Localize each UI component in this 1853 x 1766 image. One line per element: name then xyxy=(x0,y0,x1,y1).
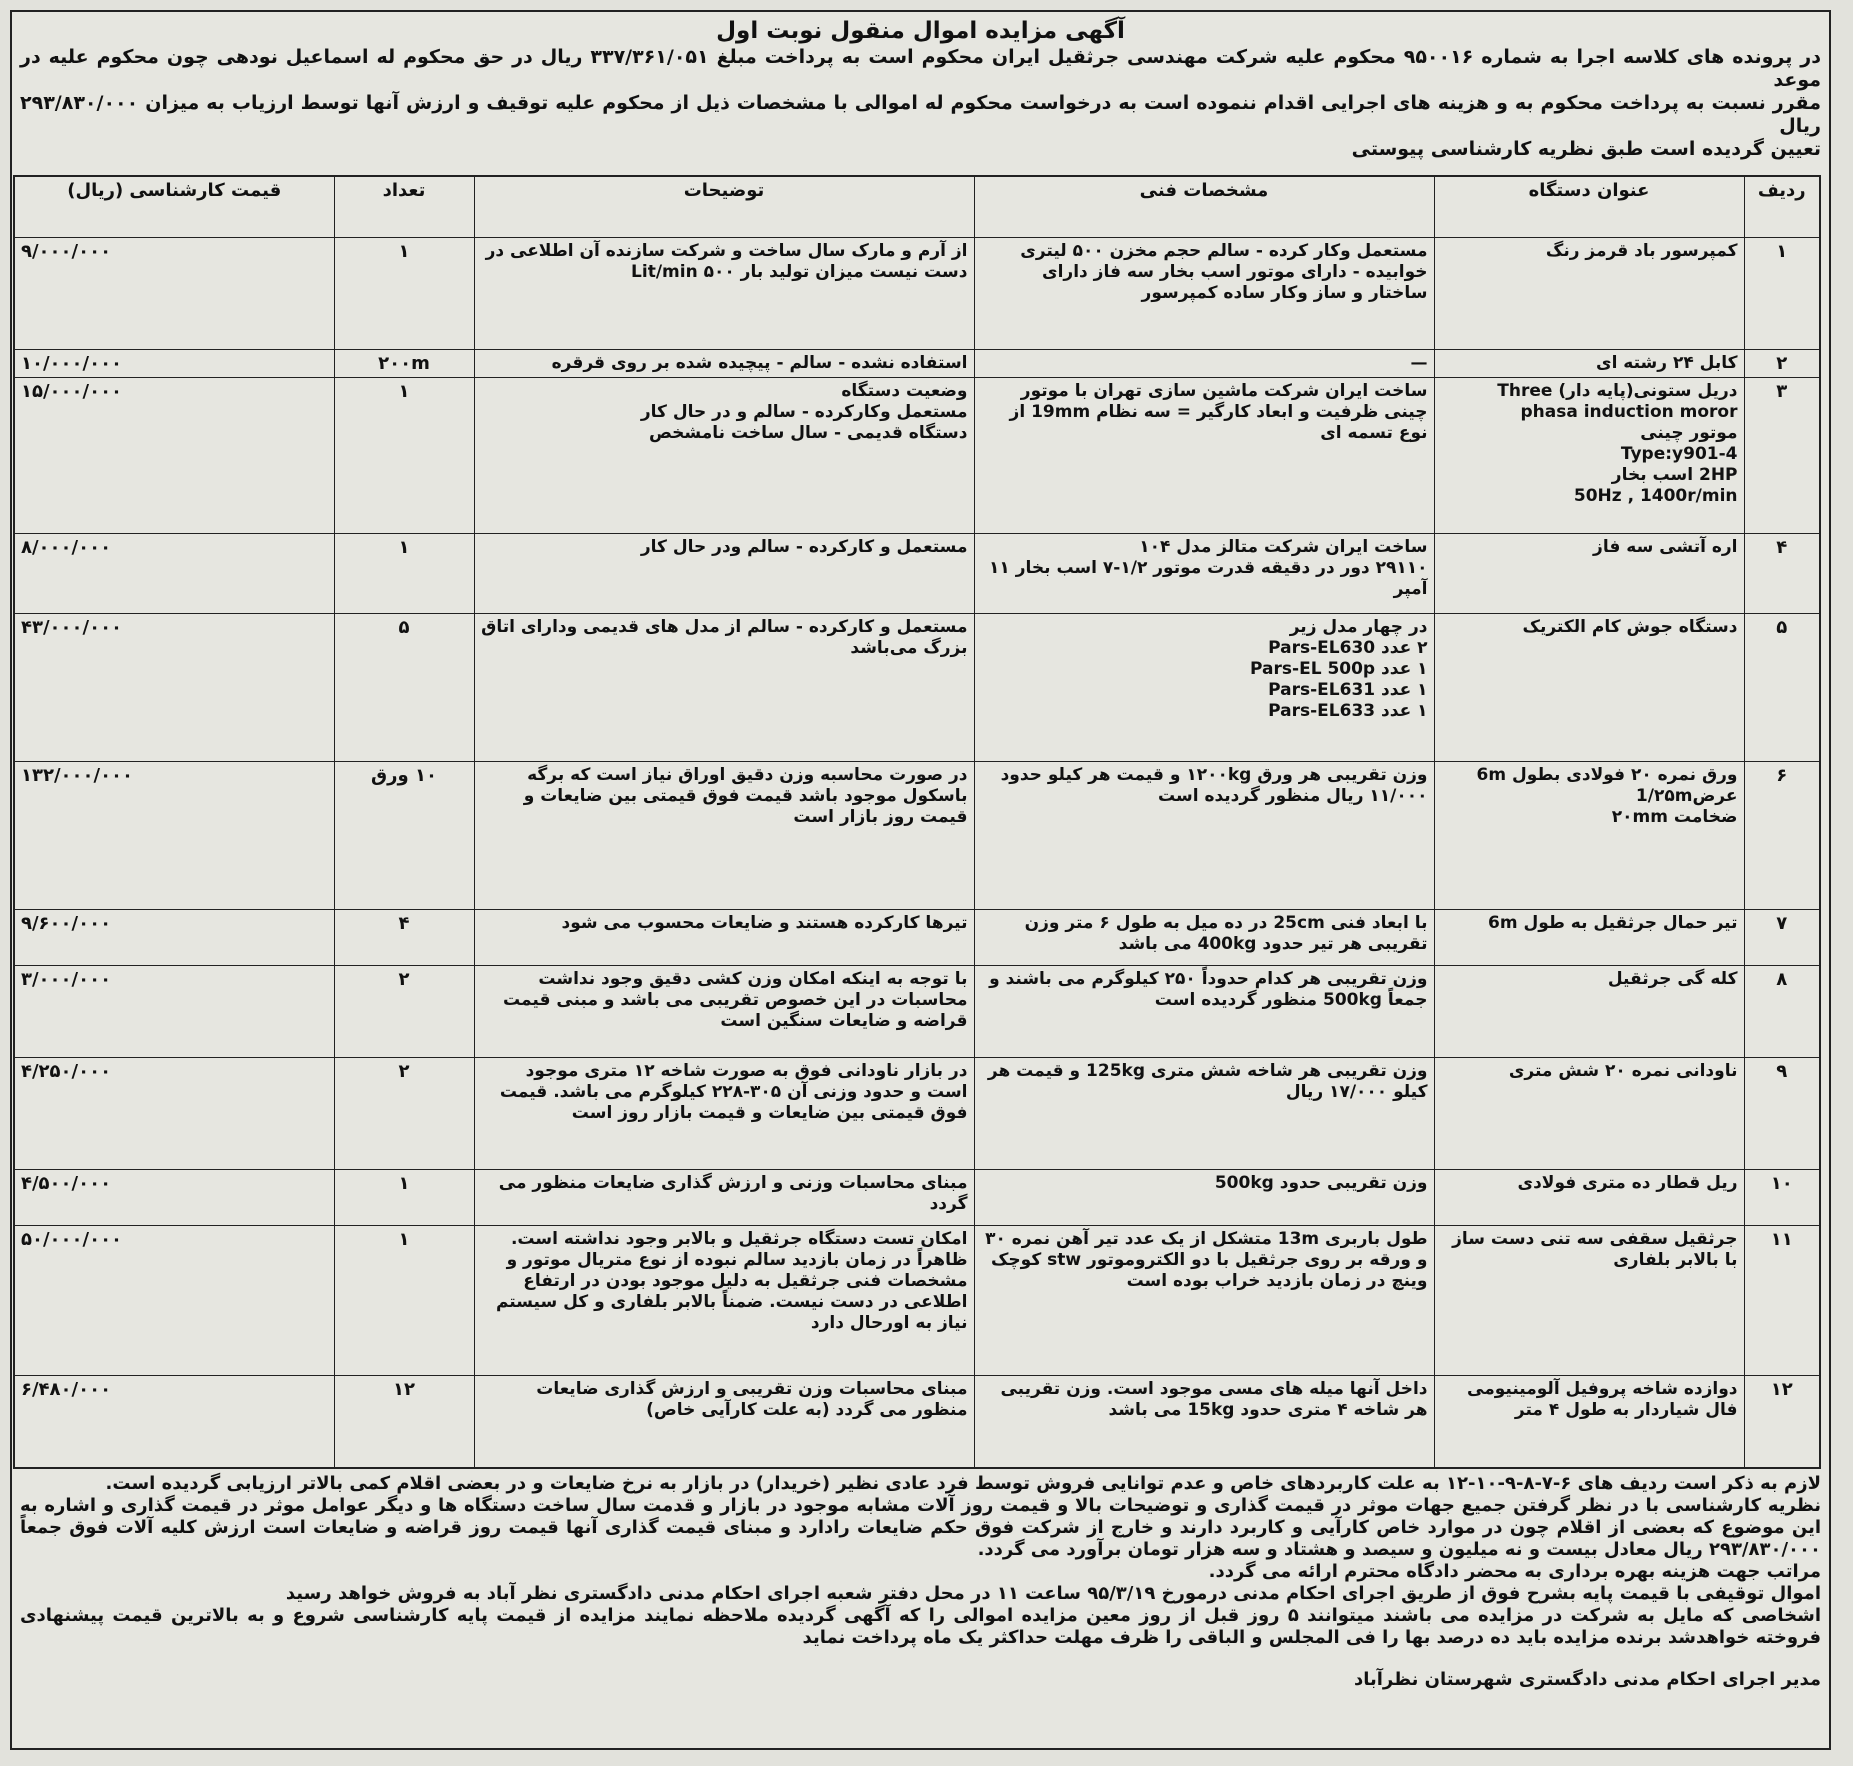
row-number-cell: ۵ xyxy=(1744,614,1820,762)
price-cell: ۹/۶۰۰/۰۰۰ xyxy=(14,910,334,966)
device-cell-line: 50Hz , 1400r/min xyxy=(1573,486,1738,506)
price-cell: ۱۵/۰۰۰/۰۰۰ xyxy=(14,378,334,534)
note-paragraph: اموال توقیفی با قیمت پایه بشرح فوق از طریق اجرای احکام مدنی درمورخ ۹۵/۳/۱۹ ساعت ۱۱ در محل دفتر شعبه اجرای احکام مدنی دادگستری نظر آباد به فروش خواهد رسید xyxy=(285,1582,1821,1604)
device-cell xyxy=(1434,762,1744,910)
intro-line: تعیین گردیده است طبق نظریه کارشناسی پیوستی xyxy=(1351,138,1821,160)
specs-cell-line: در چهار مدل زیر xyxy=(1289,617,1428,637)
description-cell-line: مستعمل وکارکرده - سالم و در حال کار xyxy=(640,402,968,422)
description-cell-line: دستگاه قدیمی - سال ساخت نامشخص xyxy=(648,423,968,443)
device-cell-line: کله گی جرثقیل xyxy=(1607,969,1738,989)
specs-cell-line: — xyxy=(1410,353,1428,373)
note-paragraph: اشخاصی که مایل به شرکت در مزایده می باشند میتوانند ۵ روز قبل از روز معین مزایده اموالی را که آگهی گردیده ملاحظه نمایند مزایده از قیمت پایه کارشناسی شروع و به بالاترین قیمت پیشنهادی فروخته خواهدشد برنده مزایده باید ده درصد بها را فی المجلس و الباقی را ظرف مهلت حداکثر یک ماه پرداخت نماید xyxy=(20,1604,1822,1648)
description-cell-line: استفاده نشده - سالم - پیچیده شده بر روی قرقره xyxy=(551,353,968,373)
device-cell-line: دستگاه جوش کام الکتریک xyxy=(1522,617,1738,637)
description-cell xyxy=(474,966,974,1058)
device-cell-line: اره آتشی سه فاز xyxy=(1593,537,1738,557)
intro-line: در پرونده های کلاسه اجرا به شماره ۹۵۰۰۱۶ محکوم علیه شرکت مهندسی جرثقیل ایران محکوم است به پرداخت مبلغ ۳۳۷/۳۶۱/۰۵۱ ریال در حق محکوم له اسماعیل نودهی چون محکوم علیه در موعد xyxy=(20,46,1821,91)
specs-cell xyxy=(974,1170,1434,1226)
quantity-cell: ۵ xyxy=(334,614,474,762)
table-row xyxy=(14,534,1820,614)
notes-section xyxy=(20,1473,1821,1649)
device-cell-line: دوازده شاخه پروفیل آلومینیومی فال شیاردار به طول ۴ متر xyxy=(1467,1379,1738,1420)
device-cell xyxy=(1434,238,1744,350)
specs-cell-line: طول باربری 13m متشکل از یک عدد تیر آهن نمره ۳۰ و ورقه بر روی جرثقیل با دو الکتروموتور stw کوچک وینچ در زمان بازدید خراب بوده است xyxy=(985,1229,1428,1291)
note-paragraph: لازم به ذکر است ردیف های ۶-۷-۸-۹-۱۰-۱۲ به علت کاربردهای خاص و عدم توانایی فروش توسط فرد عادی نظیر (خریدار) در بازار به نرخ ضایعات و در بعضی اقلام کمی بالاتر ارزیابی گردیده است. xyxy=(105,1472,1821,1494)
description-cell xyxy=(474,238,974,350)
device-cell xyxy=(1434,614,1744,762)
specs-cell-line: وزن تقریبی هر شاخه شش متری 125kg و قیمت هر کیلو ۱۷/۰۰۰ ریال xyxy=(987,1061,1428,1102)
row-number-cell: ۱ xyxy=(1744,238,1820,350)
device-cell-line: 2HP اسب بخار xyxy=(1611,465,1738,485)
table-row xyxy=(14,910,1820,966)
device-cell-line: عرض1/۲۵m xyxy=(1635,786,1738,806)
device-cell xyxy=(1434,1058,1744,1170)
header-description: توضیحات xyxy=(474,176,974,238)
quantity-cell: ۱ xyxy=(334,238,474,350)
specs-cell xyxy=(974,614,1434,762)
device-cell-line: کابل ۲۴ رشته ای xyxy=(1595,353,1738,373)
price-cell: ۱۳۲/۰۰۰/۰۰۰ xyxy=(14,762,334,910)
description-cell xyxy=(474,534,974,614)
quantity-cell: ۱ xyxy=(334,534,474,614)
specs-cell-line: ۲ عدد Pars-EL630 xyxy=(1268,638,1428,658)
price-cell: ۵۰/۰۰۰/۰۰۰ xyxy=(14,1226,334,1376)
price-cell: ۱۰/۰۰۰/۰۰۰ xyxy=(14,350,334,378)
specs-cell-line: با ابعاد فنی 25cm در ده میل به طول ۶ متر وزن تقریبی هر تیر حدود 400kg می باشد xyxy=(1024,913,1428,954)
device-cell-line: ناودانی نمره ۲۰ شش متری xyxy=(1508,1061,1738,1081)
quantity-cell: ۱ xyxy=(334,1170,474,1226)
note-paragraph: نظریه کارشناسی با در نظر گرفتن جمیع جهات موثر در قیمت گذاری و توضیحات بالا و قیمت روز آلات مشابه موجود در بازار و قدمت سال ساخت دستگاه ها و دیگر عوامل موثر در قیمت گذاری و اشاره به این موضوع که بعضی از اقلام چون در موارد خاص کارآیی و کاربرد دارند و خارج از شرکت فوق حکم ضایعات رادارد و مبنای قیمت گذاری آنها قیمت روز قراضه و ضایعات است ارزش کلیه آلات فوق جمعاً ۲۹۳/۸۳۰/۰۰۰ ریال معادل بیست و نه میلیون و سیصد و هشتاد و سه هزار تومان برآورد می گردد. xyxy=(20,1494,1821,1560)
table-row xyxy=(14,1058,1820,1170)
description-cell xyxy=(474,1058,974,1170)
row-number-cell: ۷ xyxy=(1744,910,1820,966)
device-cell-line: جرثقیل سقفی سه تنی دست ساز با بالابر بلفاری xyxy=(1452,1229,1738,1270)
device-cell-line: کمپرسور باد قرمز رنگ xyxy=(1545,241,1738,261)
row-number-cell: ۳ xyxy=(1744,378,1820,534)
price-cell: ۴/۲۵۰/۰۰۰ xyxy=(14,1058,334,1170)
row-number-cell: ۴ xyxy=(1744,534,1820,614)
table-row xyxy=(14,350,1820,378)
header-specs: مشخصات فنی xyxy=(974,176,1434,238)
price-cell: ۸/۰۰۰/۰۰۰ xyxy=(14,534,334,614)
device-cell-line: تیر حمال جرثقیل به طول 6m xyxy=(1488,913,1738,933)
quantity-cell: ۲۰۰m xyxy=(334,350,474,378)
specs-cell-line: ۱ عدد Pars-EL631 xyxy=(1268,680,1428,700)
description-cell-line: مبنای محاسبات وزن تقریبی و ارزش گذاری ضایعات منظور می گردد (به علت کارآیی خاص) xyxy=(536,1379,968,1420)
quantity-cell: ۲ xyxy=(334,966,474,1058)
device-cell-line: Type:y901-4 xyxy=(1620,444,1738,464)
table-header-row xyxy=(14,176,1820,238)
price-cell: ۶/۴۸۰/۰۰۰ xyxy=(14,1376,334,1468)
row-number-cell: ۹ xyxy=(1744,1058,1820,1170)
row-number-cell: ۱۲ xyxy=(1744,1376,1820,1468)
specs-cell-line: ساخت ایران شرکت متالز مدل ۱۰۴ xyxy=(1139,537,1428,557)
row-number-cell: ۶ xyxy=(1744,762,1820,910)
specs-cell xyxy=(974,910,1434,966)
device-cell-line: ضخامت ۲۰mm xyxy=(1611,807,1738,827)
table-row xyxy=(14,378,1820,534)
specs-cell-line: ۲۹۱۱۰ دور در دقیقه قدرت موتور ۱/۲-۷ اسب بخار ۱۱ آمپر xyxy=(989,558,1428,599)
specs-cell xyxy=(974,1226,1434,1376)
table-row xyxy=(14,1170,1820,1226)
description-cell xyxy=(474,350,974,378)
device-cell xyxy=(1434,350,1744,378)
price-cell: ۴۳/۰۰۰/۰۰۰ xyxy=(14,614,334,762)
device-cell-line: دریل ستونی(پایه دار) Three phasa induction moror xyxy=(1497,381,1738,422)
specs-cell-line: خوابیده - دارای موتور اسب بخار سه فاز دارای ساختار و ساز وکار ساده کمپرسور xyxy=(1042,262,1428,303)
signature: مدیر اجرای احکام مدنی دادگستری شهرستان نظرآباد xyxy=(1353,1668,1821,1690)
quantity-cell: ۱۲ xyxy=(334,1376,474,1468)
quantity-cell: ۴ xyxy=(334,910,474,966)
specs-cell xyxy=(974,1058,1434,1170)
table-row xyxy=(14,238,1820,350)
device-cell xyxy=(1434,1170,1744,1226)
specs-cell xyxy=(974,378,1434,534)
table-row xyxy=(14,1376,1820,1468)
row-number-cell: ۲ xyxy=(1744,350,1820,378)
quantity-cell: ۱ xyxy=(334,1226,474,1376)
description-cell-line: امکان تست دستگاه جرثقیل و بالابر وجود نداشته است. ظاهراً در زمان بازدید سالم نبوده از نوع متریال موتور و مشخصات فنی جرثقیل به دلیل موجود بودن در ارتفاع اطلاعی در دست نیست. ضمناً بالابر بلفاری و کل سیستم نیاز به اورحال دارد xyxy=(495,1229,968,1333)
specs-cell xyxy=(974,350,1434,378)
price-cell: ۹/۰۰۰/۰۰۰ xyxy=(14,238,334,350)
description-cell-line: از آرم و مارک سال ساخت و شرکت سازنده آن اطلاعی در دست نیست میزان تولید بار Lit/min ۵۰۰ xyxy=(485,241,968,282)
description-cell-line: مبنای محاسبات وزنی و ارزش گذاری ضایعات منظور می گردد xyxy=(498,1173,968,1214)
quantity-cell: ۱۰ ورق xyxy=(334,762,474,910)
description-cell-line: در صورت محاسبه وزن دقیق اوراق نیاز است که برگه باسکول موجود باشد قیمت فوق قیمتی بین ضایعات و قیمت روز بازار است xyxy=(523,765,968,827)
specs-cell xyxy=(974,238,1434,350)
quantity-cell: ۱ xyxy=(334,378,474,534)
specs-cell xyxy=(974,966,1434,1058)
table-body xyxy=(14,238,1820,1468)
specs-cell xyxy=(974,534,1434,614)
specs-cell xyxy=(974,762,1434,910)
specs-cell-line: داخل آنها میله های مسی موجود است. وزن تقریبی هر شاخه ۴ متری حدود 15kg می باشد xyxy=(1000,1379,1428,1420)
description-cell-line: مستعمل و کارکرده - سالم ودر حال کار xyxy=(640,537,968,557)
quantity-cell: ۲ xyxy=(334,1058,474,1170)
description-cell-line: در بازار ناودانی فوق به صورت شاخه ۱۲ متری موجود است و حدود وزنی آن ۳۰۵-۲۲۸ کیلوگرم می باشد. قیمت فوق قیمتی بین ضایعات و قیمت بازار روز است xyxy=(499,1061,968,1123)
description-cell-line: مستعمل و کارکرده - سالم از مدل های قدیمی ودارای اتاق بزرگ می‌باشد xyxy=(481,617,968,658)
specs-cell-line: ساخت ایران شرکت ماشین سازی تهران با موتور چینی ظرفیت و ابعاد کارگیر = سه نظام 19mm از نوع تسمه ای xyxy=(1009,381,1428,443)
table-row xyxy=(14,762,1820,910)
table-row xyxy=(14,614,1820,762)
items-table xyxy=(13,175,1821,1469)
row-number-cell: ۸ xyxy=(1744,966,1820,1058)
device-cell xyxy=(1434,534,1744,614)
description-cell xyxy=(474,1376,974,1468)
header-row-number: ردیف xyxy=(1744,176,1820,238)
description-cell xyxy=(474,378,974,534)
device-cell xyxy=(1434,910,1744,966)
notice-frame xyxy=(10,10,1831,1750)
notice-title: آگهی مزایده اموال منقول نوبت اول xyxy=(716,18,1125,44)
specs-cell-line: ۱ عدد Pars-EL633 xyxy=(1268,701,1428,721)
price-cell: ۳/۰۰۰/۰۰۰ xyxy=(14,966,334,1058)
device-cell-line: ورق نمره ۲۰ فولادی بطول 6m xyxy=(1476,765,1738,785)
header-device: عنوان دستگاه xyxy=(1434,176,1744,238)
price-cell: ۴/۵۰۰/۰۰۰ xyxy=(14,1170,334,1226)
table-row xyxy=(14,1226,1820,1376)
specs-cell-line: وزن تقریبی هر کدام حدوداً ۲۵۰ کیلوگرم می باشند و جمعاً 500kg منظور گردیده است xyxy=(989,969,1428,1010)
intro-line: مقرر نسبت به پرداخت محکوم به و هزینه های اجرایی اقدام ننموده است به درخواست محکوم له اموالی با مشخصات ذیل از محکوم علیه توقیف و ارزش آنها توسط ارزیاب به میزان ۲۹۳/۸۳۰/۰۰۰ ریال xyxy=(20,92,1821,137)
specs-cell-line: مستعمل وکار کرده - سالم حجم مخزن ۵۰۰ لیتری xyxy=(1020,241,1428,261)
note-paragraph: مراتب جهت هزینه بهره برداری به محضر دادگاه محترم ارائه می گردد. xyxy=(1208,1560,1821,1582)
intro-paragraph xyxy=(20,46,1821,161)
device-cell xyxy=(1434,1376,1744,1468)
device-cell xyxy=(1434,966,1744,1058)
description-cell xyxy=(474,1170,974,1226)
specs-cell-line: وزن تقریبی هر ورق ۱۲۰۰kg و قیمت هر کیلو حدود ۱۱/۰۰۰ ریال منظور گردیده است xyxy=(1000,765,1428,806)
device-cell-line: ریل قطار ده متری فولادی xyxy=(1517,1173,1738,1193)
specs-cell xyxy=(974,1376,1434,1468)
header-quantity: تعداد xyxy=(334,176,474,238)
description-cell-line: با توجه به اینکه امکان وزن کشی دقیق وجود نداشت محاسبات در این خصوص تقریبی می باشد و مبنی قیمت قراضه و ضایعات سنگین است xyxy=(503,969,968,1031)
description-cell xyxy=(474,1226,974,1376)
description-cell xyxy=(474,762,974,910)
description-cell xyxy=(474,910,974,966)
row-number-cell: ۱۱ xyxy=(1744,1226,1820,1376)
table-row xyxy=(14,966,1820,1058)
description-cell-line: وضعیت دستگاه xyxy=(841,381,968,401)
row-number-cell: ۱۰ xyxy=(1744,1170,1820,1226)
description-cell xyxy=(474,614,974,762)
specs-cell-line: وزن تقریبی حدود 500kg xyxy=(1214,1173,1428,1193)
device-cell xyxy=(1434,1226,1744,1376)
specs-cell-line: ۱ عدد Pars-EL 500p xyxy=(1250,659,1428,679)
header-price: قیمت کارشناسی (ریال) xyxy=(14,176,334,238)
description-cell-line: تیرها کارکرده هستند و ضایعات محسوب می شود xyxy=(561,913,968,933)
device-cell-line: موتور چینی xyxy=(1640,423,1738,443)
device-cell xyxy=(1434,378,1744,534)
